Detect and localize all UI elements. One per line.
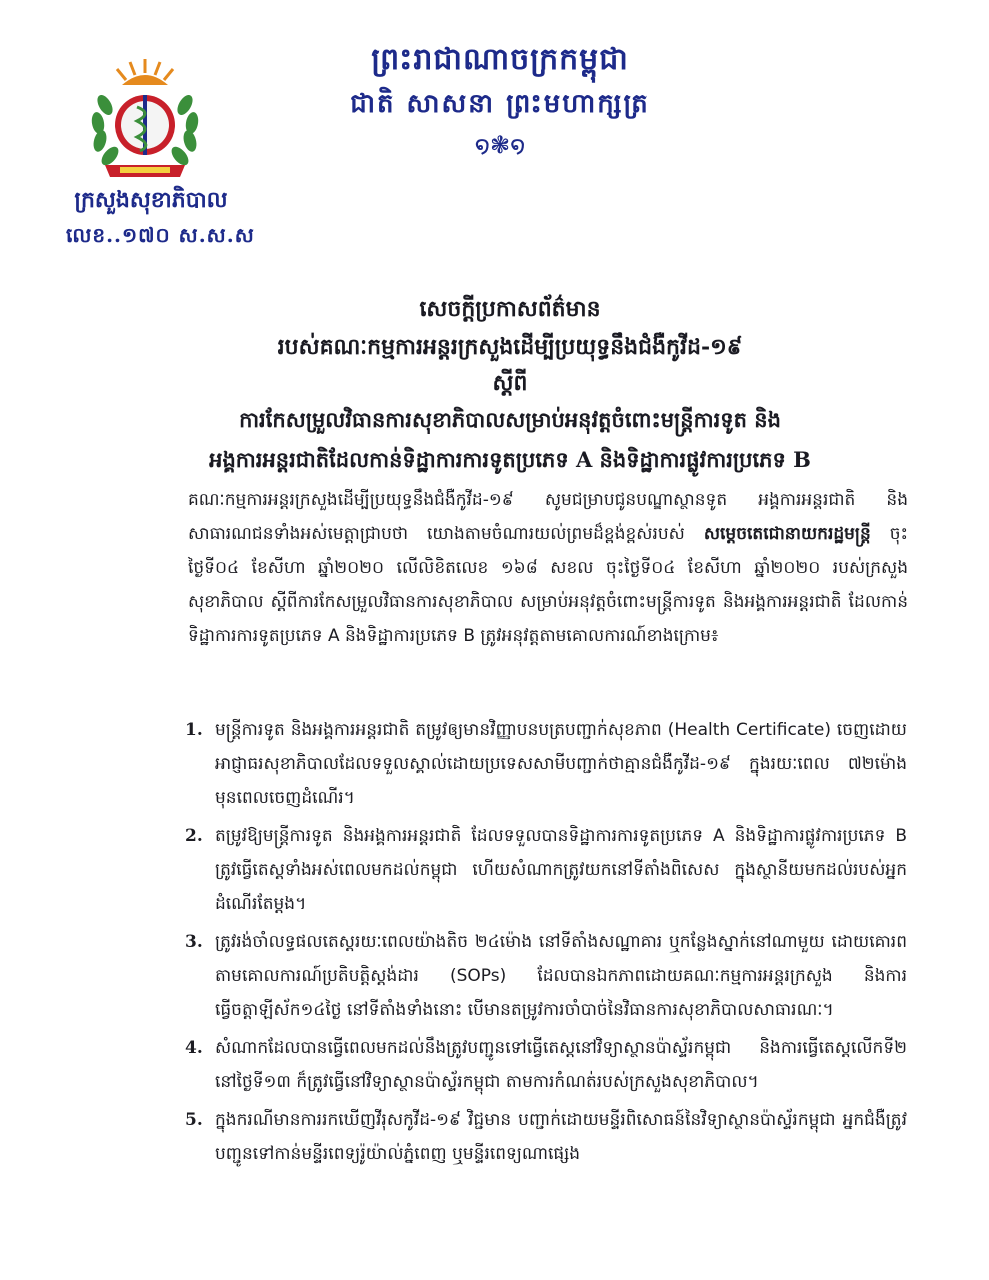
announcement-title: [150, 290, 870, 480]
item-text: ត្រូវរង់ចាំលទ្ធផលតេស្តរយៈពេលយ៉ាងតិច ២៤ម៉ោង នៅទីតាំងសណ្ឋាគារ ឬកន្លែងស្នាក់នៅណាមួយ ដោយគោរពតាមគោលការណ៍ប្រតិបត្តិស្តង់ដារ (SOPs) ដែលបានឯកភាពដោយគណៈកម្មការអន្តរក្រសួង និងការធ្វើចត្តាឡីស័ក១៤ថ្ងៃ នៅទីតាំងទាំងនោះ បើមានតម្រូវការចាំបាច់នៃវិធានការសុខាភិបាលសាធារណៈ។: [215, 932, 907, 1020]
item-number: 2.: [185, 826, 203, 846]
list-item: [185, 925, 907, 1027]
ornament-divider: ໑❃໑: [474, 131, 526, 159]
ministry-name: ក្រសួងសុខាភិបាល: [74, 187, 228, 213]
title-line-1: សេចក្តីប្រកាសព័ត៌មាន: [419, 296, 601, 322]
title-line-5: អង្គការអន្តរជាតិដែលកាន់ទិដ្ឋាការការទូតប្រភេទ A និងទិដ្ឋាការផ្លូវការប្រភេទ B: [209, 447, 811, 472]
list-item: [185, 819, 907, 921]
intro-text-part2: ចុះថ្ងៃទី០៤ ខែសីហា ឆ្នាំ២០២០ លើលិខិតលេខ ១៦៨ សខល ចុះថ្ងៃទី០៤ ខែសីហា ឆ្នាំ២០២០ របស់ក្រសួងសុខាភិបាល ស្តីពីការកែសម្រួលវិធានការសុខាភិបាល សម្រាប់អនុវត្តចំពោះមន្ត្រីការទូត និងអង្គការអន្តរជាតិ ដែលកាន់ទិដ្ឋាការការទូតប្រភេទ A និងទិដ្ឋាការប្រភេទ B ត្រូវអនុវត្តតាមគោលការណ៍ខាងក្រោម៖: [188, 524, 909, 646]
title-line-3: ស្តីពី: [492, 370, 528, 396]
item-number: 1.: [185, 720, 203, 740]
measures-list: [185, 713, 907, 1175]
intro-paragraph: [188, 483, 908, 653]
kingdom-title: ព្រះរាជាណាចក្រកម្ពុជា: [371, 42, 629, 77]
item-number: 3.: [185, 932, 203, 952]
national-motto: ជាតិ សាសនា ព្រះមហាក្សត្រ: [350, 89, 650, 119]
title-line-2: របស់គណៈកម្មការអន្តរក្រសួងដើម្បីប្រយុទ្ធនឹងជំងឺកូវីដ-១៩: [277, 334, 743, 360]
item-text: ក្នុងករណីមានការរកឃើញវីរុសកូវីដ-១៩ វិជ្ជមាន បញ្ជាក់ដោយមន្ទីរពិសោធន៍នៃវិទ្យាស្ថានប៉ាស្ទ័រកម្ពុជា អ្នកជំងឺត្រូវបញ្ជូនទៅកាន់មន្ទីរពេទ្យរ៉ូយ៉ាល់ភ្នំពេញ ឬមន្ទីរពេទ្យណាផ្សេង: [215, 1110, 907, 1164]
item-text: សំណាកដែលបានធ្វើពេលមកដល់នឹងត្រូវបញ្ជូនទៅធ្វើតេស្តនៅវិទ្យាស្ថានប៉ាស្ទ័រកម្ពុជា និងការធ្វើតេស្តលើកទី២ នៅថ្ងៃទី១៣ ក៏ត្រូវធ្វើនៅវិទ្យាស្ថានប៉ាស្ទ័រកម្ពុជា តាមការកំណត់របស់ក្រសួងសុខាភិបាល។: [215, 1038, 907, 1092]
list-item: [185, 713, 907, 815]
title-line-4: ការកែសម្រួលវិធានការសុខាភិបាលសម្រាប់អនុវត្តចំពោះមន្ត្រីការទូត និង: [239, 407, 781, 432]
list-item: [185, 1031, 907, 1099]
intro-text-part1: គណៈកម្មការអន្តរក្រសួងដើម្បីប្រយុទ្ធនឹងជំងឺកូវីដ-១៩ សូមជម្រាបជូនបណ្ឌាស្ថានទូត អង្គការអន្តរជាតិ និងសាធារណជនទាំងអស់មេត្តាជ្រាបថា យោងតាមចំណារយល់ព្រមដ៏ខ្ពង់ខ្ពស់របស់: [188, 490, 908, 544]
item-number: 4.: [185, 1038, 203, 1058]
list-item: [185, 1103, 907, 1171]
item-text: តម្រូវឱ្យមន្ត្រីការទូត និងអង្គការអន្តរជាតិ ដែលទទួលបានទិដ្ឋាការការទូតប្រភេទ A និងទិដ្ឋាការផ្លូវការប្រភេទ B ត្រូវធ្វើតេស្តទាំងអស់ពេលមកដល់កម្ពុជា ហើយសំណាកត្រូវយកនៅទីតាំងពិសេស ក្នុងស្ថានីយមកដល់របស់អ្នកដំណើរតែម្តង។: [215, 826, 907, 914]
item-text: មន្ត្រីការទូត និងអង្គការអន្តរជាតិ តម្រូវឲ្យមានវិញ្ញាបនបត្របញ្ជាក់សុខភាព (Health Certificate) ចេញដោយអាជ្ញាធរសុខាភិបាលដែលទទួលស្គាល់ដោយប្រទេសសាមីបញ្ជាក់ថាគ្មានជំងឺកូវីដ-១៩ ក្នុងរយៈពេល ៧២ម៉ោង មុនពេលចេញដំណើរ។: [215, 720, 907, 808]
kingdom-header: [330, 38, 670, 160]
ministry-logo-emblem: [80, 55, 210, 185]
intro-text-bold: សម្តេចតេជោនាយករដ្ឋមន្ត្រី: [703, 524, 871, 544]
reference-number: លេខ..១៧០ ស.ស.ស: [66, 223, 255, 247]
item-number: 5.: [185, 1110, 203, 1130]
